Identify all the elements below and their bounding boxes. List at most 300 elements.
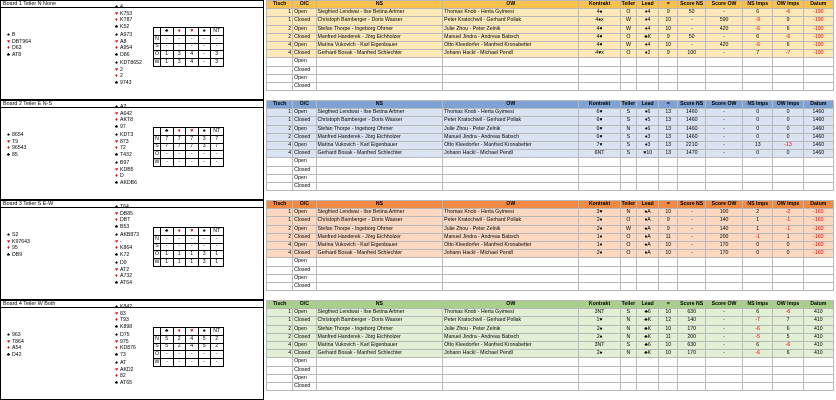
results-cell: -190 [803, 25, 833, 33]
results-table [266, 300, 834, 391]
suit-icon: ♠ [7, 332, 10, 338]
results-cell: Otto Kleedorfer - Manfred Kronabetter [443, 241, 579, 249]
tricks-cell: - [198, 151, 211, 159]
results-cell [316, 158, 443, 166]
results-cell [803, 66, 833, 74]
results-cell: 410 [803, 325, 833, 333]
results-cell [620, 366, 637, 374]
results-cell [659, 158, 678, 166]
results-header-cell: Kontrakt [579, 1, 620, 9]
results-cell: Closed [293, 366, 316, 374]
results-cell: 200 [705, 233, 742, 241]
results-cell: Otto Kleedorfer - Manfred Kronabetter [443, 341, 579, 349]
results-cell: ♦A [637, 233, 659, 241]
tricks-row [154, 135, 224, 143]
results-cell: 10 [659, 350, 678, 358]
results-cell [443, 66, 579, 74]
results-cell [659, 366, 678, 374]
results-cell [803, 182, 833, 190]
hand-cards: A2 [120, 104, 127, 110]
suit-icon: ♣ [114, 379, 119, 386]
results-cell: 170 [678, 325, 706, 333]
results-cell: 170 [705, 250, 742, 258]
hand-south [113, 60, 142, 86]
results-cell [637, 366, 659, 374]
results-cell: 3♥ [579, 209, 620, 217]
strain-header: NT [211, 328, 224, 336]
results-cell: 4 [267, 141, 293, 149]
results-cell: 6 [773, 25, 803, 33]
tricks-cell: 3 [198, 135, 211, 143]
hand-suit-row [5, 245, 30, 252]
tricks-row [154, 35, 224, 43]
hand-cards: AT8 [12, 51, 22, 58]
tricks-row [154, 235, 224, 243]
results-cell [620, 74, 637, 82]
results-cell [803, 158, 833, 166]
results-cell: -5 [743, 333, 773, 341]
results-cell [267, 58, 293, 66]
results-cell [637, 182, 659, 190]
results-cell [803, 358, 833, 366]
results-cell [773, 258, 803, 266]
tricks-cell: 7 [173, 143, 186, 151]
results-row [267, 341, 834, 349]
hand-suit-row [113, 152, 133, 159]
results-cell: 0 [773, 241, 803, 249]
results-cell: Open [293, 358, 316, 366]
results-row [267, 233, 834, 241]
results-cell [659, 58, 678, 66]
tricks-cell: - [186, 159, 199, 167]
results-cell: N [620, 333, 637, 341]
suit-icon: ♦ [7, 145, 10, 152]
results-header-cell: OW Imps [773, 201, 803, 209]
suit-icon: ♣ [114, 251, 119, 258]
results-cell [579, 182, 620, 190]
suit-icon: ♦ [115, 245, 118, 252]
results-header-cell: = [659, 101, 678, 109]
hand-cards: 96543 [12, 145, 27, 152]
suit-icon: ♥ [6, 138, 11, 145]
results-cell: 9 [659, 217, 678, 225]
results-cell: 11 [659, 233, 678, 241]
tricks-cell: - [211, 159, 224, 167]
results-cell [579, 166, 620, 174]
results-cell [705, 182, 742, 190]
results-cell [743, 82, 773, 90]
suit-icon: ♦ [115, 117, 118, 124]
results-cell: Open [293, 41, 316, 49]
hand-suit-row [113, 17, 132, 24]
hand-suit-row [113, 267, 132, 274]
results-header-cell: O/C [293, 101, 316, 109]
tricks-cell: 1 [173, 251, 186, 259]
results-cell [267, 174, 293, 182]
results-cell: Johann Hackl - Michael Pendl [443, 50, 579, 58]
suit-icon: ♣ [6, 351, 11, 358]
results-header [267, 301, 834, 309]
hand-suit-row [113, 32, 132, 39]
suit-icon: ♣ [114, 179, 119, 186]
results-cell: 9 [659, 33, 678, 41]
tricks-cell: S [155, 243, 159, 250]
results-cell [637, 166, 659, 174]
results-cell: Closed [293, 217, 316, 225]
results-cell: Julie Zhou - Peter Zelnik [443, 325, 579, 333]
hand-suit-row [5, 52, 31, 59]
results-cell: O [620, 241, 637, 249]
results-cell [659, 166, 678, 174]
hand-south [113, 160, 137, 186]
hand-cards: K864 [120, 245, 133, 252]
results-cell: Manfred Handerek - Jörg Eichholzer [316, 133, 443, 141]
hand-cards: D63 [12, 45, 22, 52]
results-cell: Closed [293, 117, 316, 125]
results-cell [579, 374, 620, 382]
results-cell: - [678, 25, 706, 33]
tricks-cell: - [186, 43, 199, 51]
strain-header: ♠ [198, 28, 211, 36]
results-cell: 10 [659, 241, 678, 249]
results-cell: 7♥ [579, 141, 620, 149]
results-cell: Open [293, 9, 316, 17]
tricks-row [154, 51, 224, 59]
hand-west [5, 32, 31, 58]
tricks-cell: - [198, 59, 211, 67]
results-cell: 200 [678, 333, 706, 341]
hand-suit-row [113, 45, 132, 52]
results-cell: Julie Zhou - Peter Zelnik [443, 25, 579, 33]
tricks-row [154, 143, 224, 151]
tricks-cell: - [198, 235, 211, 243]
results-cell [705, 374, 742, 382]
results-cell: Thomas Knob - Herta Gyimesi [443, 309, 579, 317]
tricks-cell: 1 [161, 59, 174, 67]
results-cell: N [620, 350, 637, 358]
hand-north [113, 4, 132, 30]
results-cell: 10 [659, 325, 678, 333]
hand-south [113, 360, 134, 386]
suit-icon: ♣ [114, 151, 119, 158]
tricks-cell: S [155, 43, 159, 50]
tricks-cell: W [154, 258, 160, 265]
results-cell: 0 [773, 117, 803, 125]
tricks-table [153, 127, 224, 167]
results-cell [267, 382, 293, 390]
results-cell [743, 74, 773, 82]
results-cell: 2210 [678, 141, 706, 149]
results-row [267, 250, 834, 258]
results-cell: 2 [267, 225, 293, 233]
results-cell: -160 [803, 250, 833, 258]
results-cell: - [678, 17, 706, 25]
results-cell: 10 [659, 250, 678, 258]
results-cell: 3NT [579, 309, 620, 317]
results-cell [705, 274, 742, 282]
results-cell: 13 [659, 109, 678, 117]
results-cell [743, 58, 773, 66]
strain-header: ♦ [173, 228, 186, 236]
results-cell: ♠A [637, 241, 659, 249]
results-cell: - [678, 241, 706, 249]
results-cell [773, 366, 803, 374]
strain-header: NT [211, 228, 224, 236]
results-cell [443, 366, 579, 374]
results-cell: ♠A [637, 225, 659, 233]
results-cell: - [705, 9, 742, 17]
results-cell: - [678, 217, 706, 225]
results-cell: ♣K [637, 350, 659, 358]
results-cell [316, 366, 443, 374]
results-cell: 6 [743, 309, 773, 317]
results-cell: -7 [743, 317, 773, 325]
suit-icon: ♣ [114, 351, 119, 358]
results-cell: Open [293, 74, 316, 82]
results-cell [443, 274, 579, 282]
hand-suit-row [113, 173, 137, 180]
results-cell [678, 258, 706, 266]
results-cell: - [705, 125, 742, 133]
suit-icon: ♣ [6, 51, 11, 58]
results-cell: ♣6 [637, 309, 659, 317]
results-cell: -6 [743, 25, 773, 33]
results-header [267, 101, 834, 109]
results-cell: Stefan Thorpe - Ingeborg Ohrner [316, 225, 443, 233]
results-cell: 2 [267, 133, 293, 141]
suit-icon: ♥ [114, 166, 119, 173]
results-cell: 50 [678, 33, 706, 41]
suit-icon: ♥ [114, 110, 119, 117]
hand-cards: T864 [12, 338, 24, 345]
tricks-header [154, 228, 224, 236]
results-cell: 6 [773, 325, 803, 333]
results-cell: 410 [803, 333, 833, 341]
tricks-cell: - [161, 35, 174, 43]
results-cell: 0 [743, 133, 773, 141]
results-cell [773, 174, 803, 182]
suit-icon: ♠ [7, 232, 10, 238]
hand-cards: 73 [120, 351, 126, 358]
results-row [267, 141, 834, 149]
tricks-cell: - [161, 235, 174, 243]
results-cell [743, 358, 773, 366]
results-cell: W [620, 41, 637, 49]
results-cell [678, 182, 706, 190]
suit-icon: ♠ [115, 360, 118, 366]
results-cell: 410 [803, 309, 833, 317]
suit-icon: ♠ [7, 132, 10, 138]
results-header-cell: OW Imps [773, 301, 803, 309]
hand-cards: K52 [120, 23, 130, 30]
results-header-cell: Teiler [621, 201, 636, 208]
results-cell: - [678, 209, 706, 217]
results-cell: 0 [773, 150, 803, 158]
tricks-header [154, 28, 224, 36]
results-cell [267, 282, 293, 290]
hand-suit-row [113, 104, 133, 111]
results-cell: 1 [267, 217, 293, 225]
results-cell [678, 74, 706, 82]
results-cell: Closed [293, 282, 316, 290]
results-cell: Closed [293, 350, 316, 358]
results-cell [743, 382, 773, 390]
results-cell: Gerhard Bosak - Manfred Schlechter [316, 350, 443, 358]
results-cell: 100 [705, 209, 742, 217]
results-cell: Closed [293, 82, 316, 90]
hand-cards: 95 [12, 245, 18, 252]
hand-suit-row [113, 24, 132, 31]
hand-cards: DBT [120, 217, 131, 224]
tricks-cell: 1 [173, 259, 186, 267]
results-row [267, 182, 834, 190]
tricks-cell: - [186, 151, 199, 159]
results-cell: 7 [743, 50, 773, 58]
results-header-cell: Score NS [678, 101, 706, 109]
results-cell: Open [293, 125, 316, 133]
results-cell: 1460 [678, 125, 706, 133]
hand-cards: D9 [120, 260, 127, 266]
results-cell: Manuel Jindra - Andreas Babsch [443, 233, 579, 241]
board-diagram [0, 100, 264, 200]
board-diagram [0, 200, 264, 300]
hand-suit-row [113, 204, 133, 211]
results-cell [678, 282, 706, 290]
results-cell: Christoph Bamberger - Doris Wasser [316, 217, 443, 225]
results-cell [267, 166, 293, 174]
results-cell [705, 266, 742, 274]
results-cell [773, 166, 803, 174]
board-title: Board 1 Teiler N None [1, 1, 263, 8]
results-cell: 0 [743, 241, 773, 249]
results-cell: Closed [293, 33, 316, 41]
hand-cards: KDT3 [120, 132, 134, 138]
tricks-corner [154, 28, 161, 36]
results-header-cell: OW [443, 201, 579, 209]
results-cell: 1♦ [579, 233, 620, 241]
hand-suit-row [113, 160, 137, 167]
results-cell: 100 [678, 50, 706, 58]
hand-north [113, 204, 133, 230]
results-cell: 2 [267, 33, 293, 41]
results-cell: 9 [773, 17, 803, 25]
tricks-cell: 7 [211, 143, 224, 151]
hand-cards: A954 [120, 45, 133, 52]
results-cell: - [678, 41, 706, 49]
results-cell [773, 66, 803, 74]
suit-icon: ♦ [115, 273, 118, 280]
hand-cards: A973 [120, 32, 133, 38]
hand-suit-row [113, 273, 132, 280]
results-cell: 2 [267, 325, 293, 333]
results-cell: 1♥ [579, 317, 620, 325]
tricks-cell: 1 [211, 251, 224, 259]
results-cell: 13 [659, 117, 678, 125]
strain-header: ♦ [173, 128, 186, 136]
tricks-cell: 5 [161, 335, 174, 343]
results-cell: 13 [743, 141, 773, 149]
results-cell: 10 [659, 17, 678, 25]
results-cell [773, 158, 803, 166]
results-cell [803, 166, 833, 174]
results-cell: Open [293, 258, 316, 266]
results-cell [743, 258, 773, 266]
results-cell: 2 [743, 209, 773, 217]
hand-suit-row [113, 132, 133, 139]
results-cell [637, 74, 659, 82]
results-cell: 1 [267, 209, 293, 217]
hand-suit-row [5, 239, 30, 246]
hand-suit-row [113, 217, 133, 224]
results-cell: Closed [293, 166, 316, 174]
results-cell [705, 258, 742, 266]
suit-icon: ♥ [114, 310, 119, 317]
results-cell: - [705, 325, 742, 333]
tricks-cell: 3 [198, 251, 211, 259]
results-cell [579, 258, 620, 266]
results-cell: Stefan Thorpe - Ingeborg Ohrner [316, 325, 443, 333]
results-cell: 4♥x [579, 50, 620, 58]
results-cell [743, 182, 773, 190]
suit-icon: ♣ [114, 23, 119, 30]
results-cell: 2 [267, 125, 293, 133]
suit-icon: ♦ [115, 317, 118, 324]
hand-cards: 72 [120, 145, 126, 152]
results-cell [316, 166, 443, 174]
strain-header: ♣ [161, 128, 174, 136]
results-cell: 50 [678, 9, 706, 17]
results-cell: -160 [803, 217, 833, 225]
results-header-cell: Tisch [267, 1, 293, 9]
results-cell [678, 374, 706, 382]
results-cell: Open [293, 241, 316, 249]
strain-header: ♣ [161, 228, 174, 236]
results-row [267, 82, 834, 90]
hand-south [113, 260, 132, 286]
results-cell: -6 [773, 33, 803, 41]
tricks-cell: O [154, 151, 160, 158]
hand-cards: 8654 [12, 132, 24, 138]
results-cell: Manuel Jindra - Andreas Babsch [443, 33, 579, 41]
results-row [267, 74, 834, 82]
suit-icon: ♦ [115, 45, 118, 52]
results-cell [443, 82, 579, 90]
results-cell: 1460 [803, 125, 833, 133]
results-cell: Otto Kleedorfer - Manfred Kronabetter [443, 41, 579, 49]
results-cell: 4 [267, 341, 293, 349]
hand-suit-row [5, 252, 30, 259]
tricks-cell: - [198, 43, 211, 51]
results-cell: Christoph Bamberger - Doris Wasser [316, 117, 443, 125]
results-cell: 630 [678, 341, 706, 349]
results-cell: ♦6 [637, 109, 659, 117]
results-cell: S [620, 133, 637, 141]
tricks-row [154, 43, 224, 51]
results-cell: Siegfried Lendwai - Ilse Betina Artmer [316, 309, 443, 317]
tricks-cell: 5 [161, 343, 174, 351]
suit-icon: ♥ [114, 210, 119, 217]
suit-icon: ♠ [115, 60, 118, 66]
hand-cards: AKDB6 [120, 179, 138, 186]
results-cell: -190 [803, 41, 833, 49]
results-cell: -6 [743, 350, 773, 358]
results-header-cell: OW Imps [773, 1, 803, 9]
tricks-cell: - [173, 43, 186, 51]
tricks-cell: - [211, 43, 224, 51]
suit-icon: ♣ [114, 223, 119, 230]
results-cell: ♦3 [637, 141, 659, 149]
tricks-cell: - [173, 235, 186, 243]
